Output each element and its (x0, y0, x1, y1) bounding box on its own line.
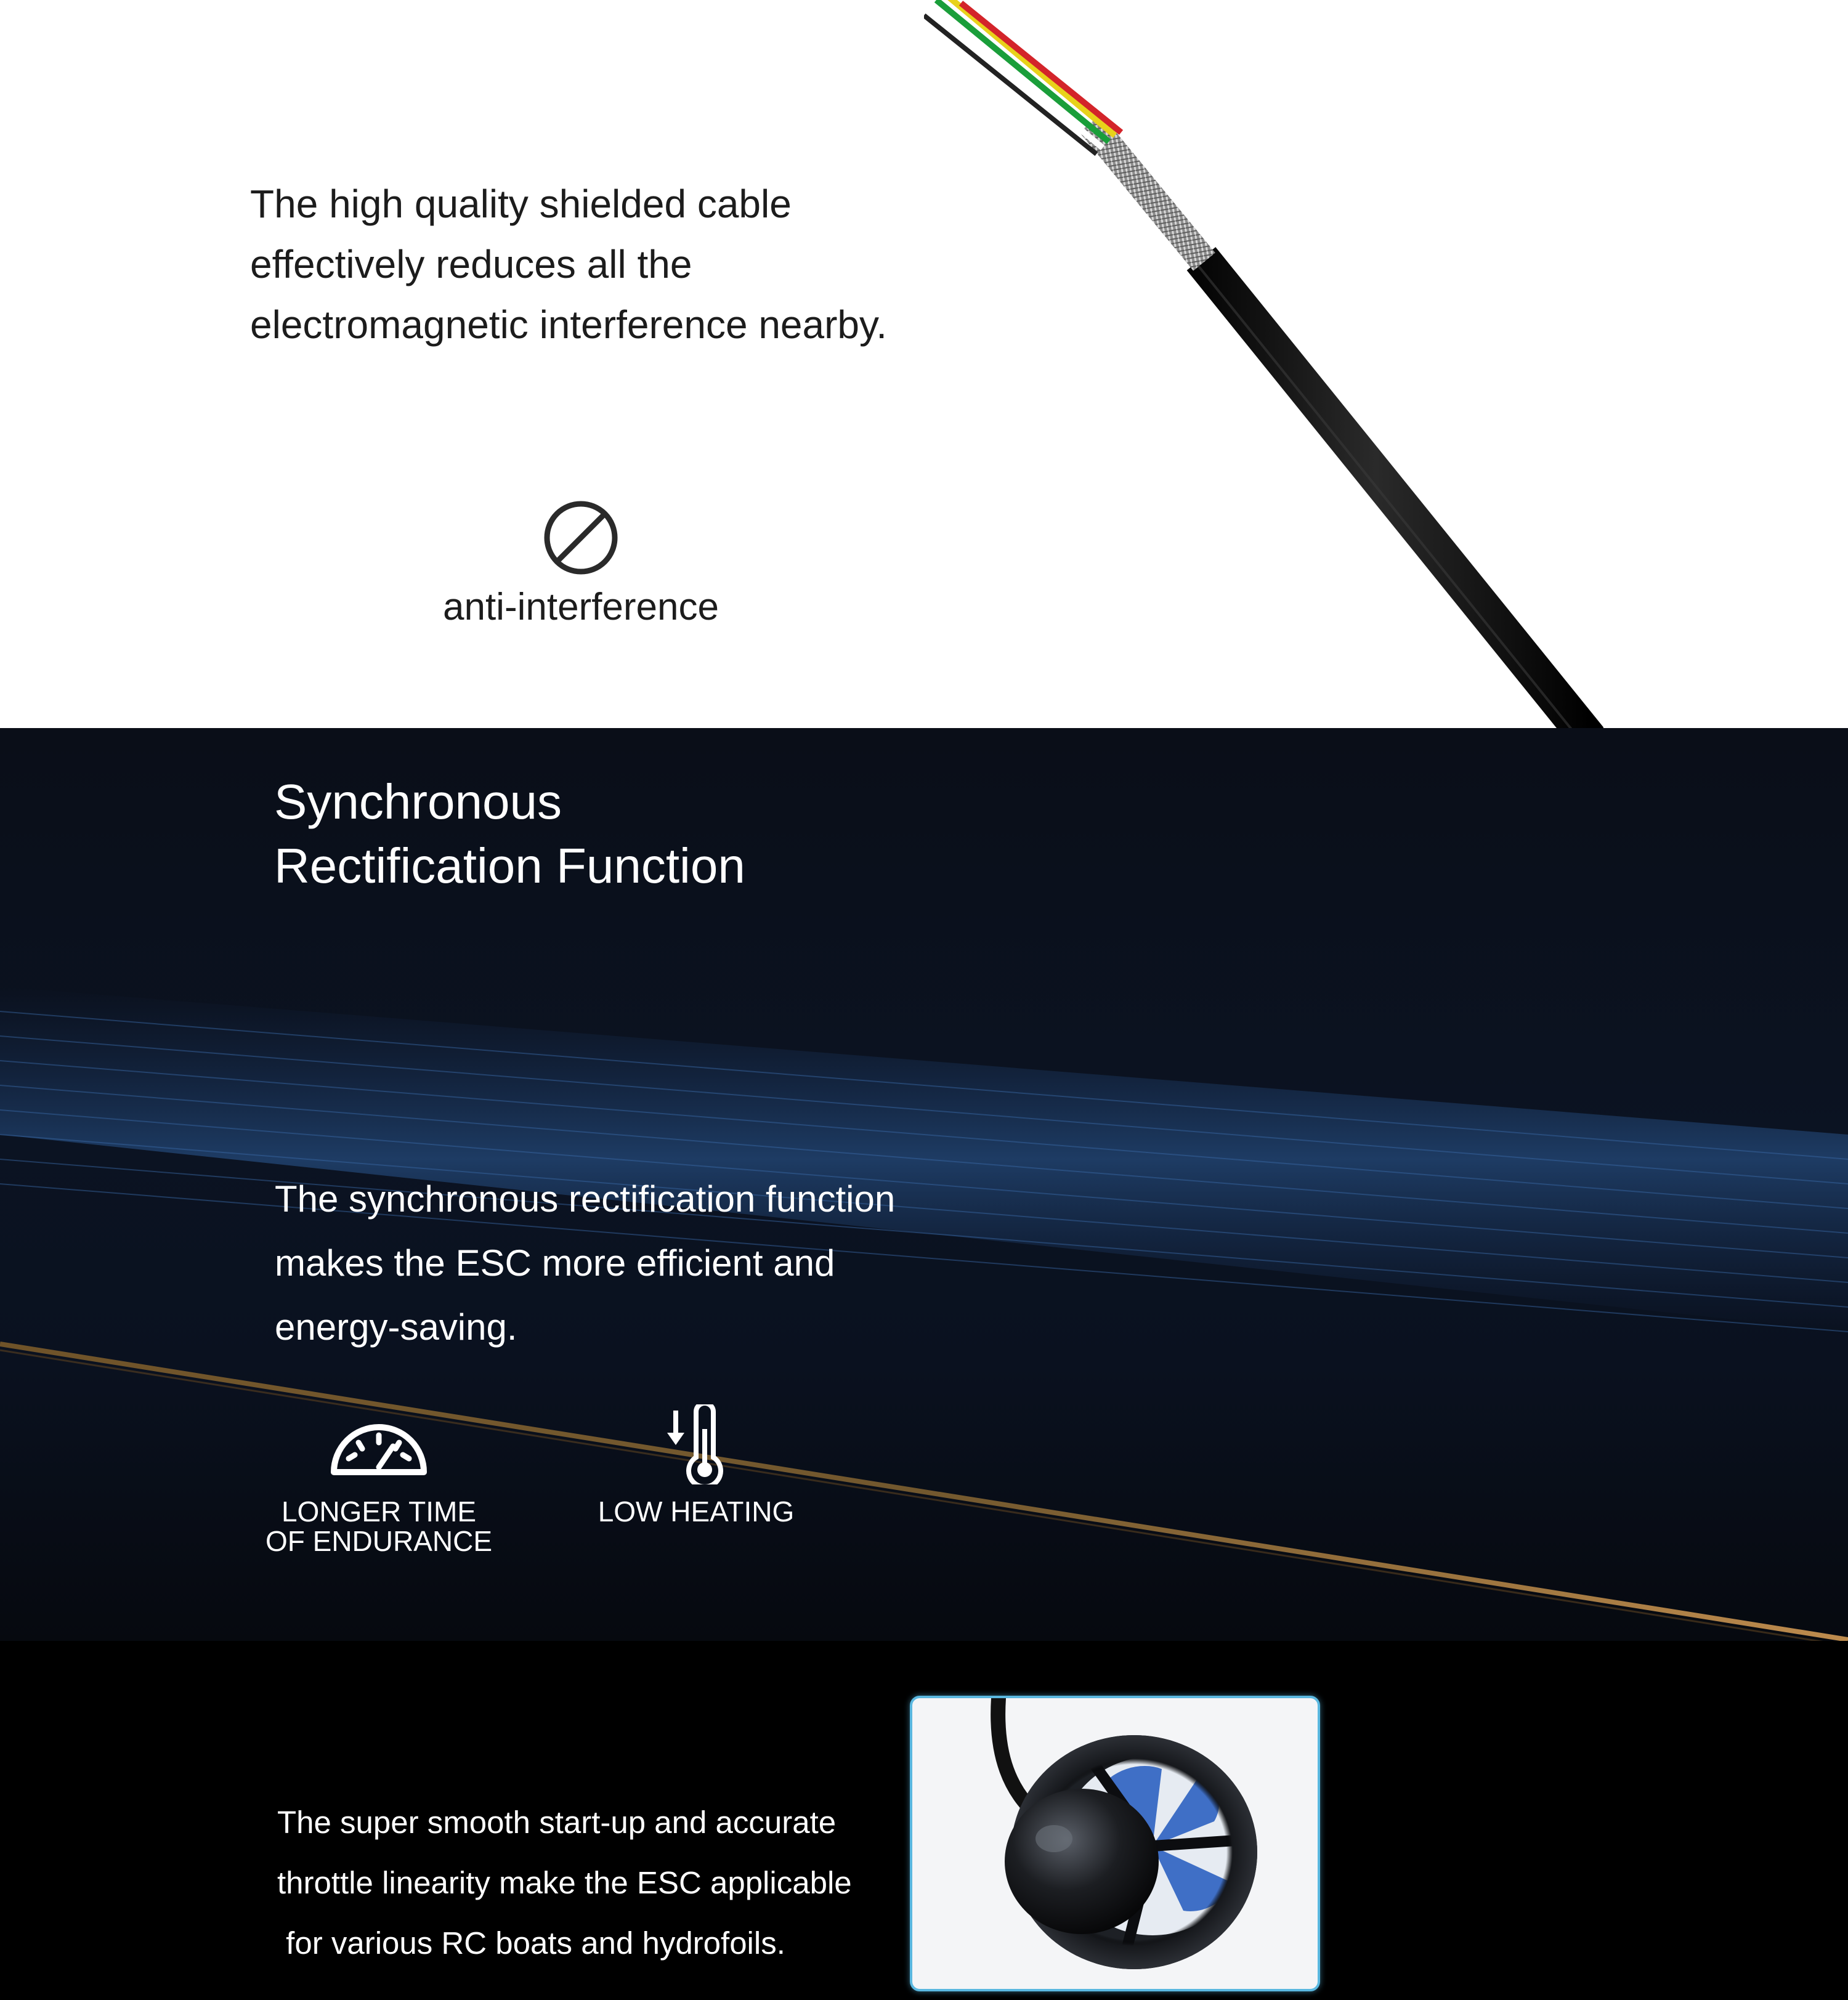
thermometer-down-icon (662, 1404, 730, 1484)
anti-interference-label: anti-interference (442, 586, 719, 628)
thruster-image-card (910, 1696, 1320, 1991)
cable-description (250, 174, 887, 355)
endurance-label-line: LONGER TIME (281, 1496, 477, 1528)
shielded-cable-image (924, 0, 1663, 728)
rectification-description-line: energy-saving. (275, 1306, 517, 1348)
rectification-title (274, 770, 745, 898)
cable-description-line: electromagnetic interference nearby. (250, 302, 888, 347)
low-heating-label-line: LOW HEATING (598, 1496, 795, 1528)
rectification-description-line: The synchronous rectification function (275, 1178, 896, 1220)
cable-section (0, 0, 1848, 728)
underwater-thruster-image (912, 1698, 1318, 1989)
rectification-title-line: Rectification Function (274, 838, 745, 893)
speedometer-icon (326, 1411, 431, 1478)
thruster-description-line: throttle linearity make the ESC applicable (277, 1865, 852, 1900)
rectification-description (275, 1167, 895, 1359)
low-heating-label (579, 1497, 813, 1526)
thruster-description-line: The super smooth start-up and accurate (277, 1805, 837, 1840)
rectification-description-line: makes the ESC more efficient and (275, 1242, 835, 1284)
endurance-label-line: OF ENDURANCE (265, 1525, 493, 1557)
thruster-description-line: for various RC boats and hydrofoils. (277, 1925, 785, 1961)
thruster-description (277, 1792, 852, 1974)
cable-description-line: effectively reduces all the (250, 242, 692, 286)
endurance-label (259, 1497, 499, 1556)
rectification-title-line: Synchronous (274, 774, 562, 829)
prohibited-circle-icon (542, 499, 620, 577)
cable-description-line: The high quality shielded cable (250, 182, 792, 226)
